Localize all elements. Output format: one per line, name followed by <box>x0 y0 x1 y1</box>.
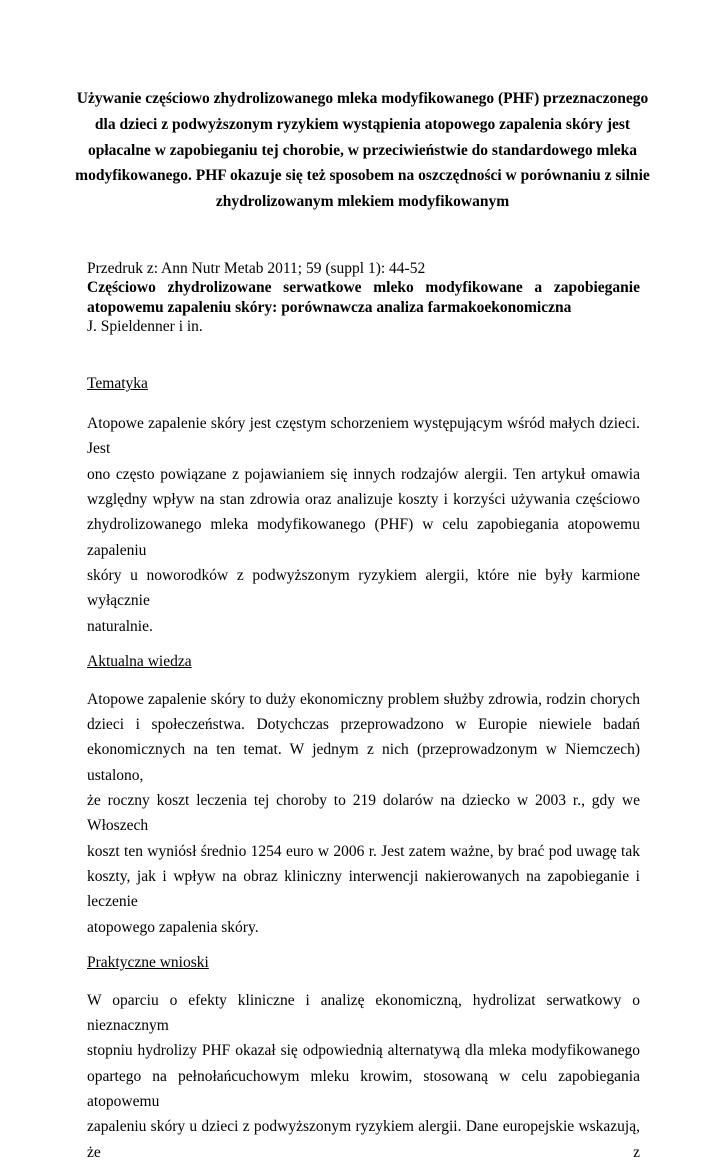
paragraph-line: W oparciu o efekty kliniczne i analizę ekonomiczną, hydrolizat serwatkowy o nieznacznym <box>87 991 640 1035</box>
paragraph-line: że roczny koszt leczenia tej choroby to 219 dolarów na dziecko w 2003 r., gdy we Włoszech <box>87 792 640 835</box>
reference-block <box>87 259 640 336</box>
paragraph-line: ono często powiązane z pojawianiem się innych rodzajów alergii. Ten artykuł omawia <box>87 465 640 483</box>
title-line: opłacalne w zapobieganiu tej chorobie, w przeciwieństwie do standardowego mleka <box>87 141 638 159</box>
paragraph-line: skóry u noworodków z podwyższonym ryzykiem alergii, które nie były karmione wyłącznie <box>87 566 640 610</box>
paragraph-line: koszt ten wyniósł średnio 1254 euro w 2006 r. Jest zatem ważne, by brać pod uwagę tak <box>87 842 640 860</box>
title-line: modyfikowanego. PHF okazuje się też sposobem na oszczędności w porównaniu z silnie <box>75 167 650 185</box>
reference-authors: J. Spieldenner i in. <box>87 317 203 335</box>
article-title-line: Częściowo zhydrolizowane serwatkowe mleko modyfikowane a zapobieganie <box>87 279 640 297</box>
paragraph-line: Atopowe zapalenie skóry to duży ekonomiczny problem służby zdrowia, rodzin chorych <box>87 690 640 708</box>
paragraph-line: zhydrolizowanego mleka modyfikowanego (PHF) w celu zapobiegania atopowemu zapaleniu <box>87 516 640 559</box>
section-paragraph <box>87 687 640 940</box>
paragraph-line: dzieci i społeczeństwa. Dotychczas przeprowadzono w Europie niewiele badań <box>87 716 640 734</box>
paragraph-line: atopowego zapalenia skóry. <box>87 918 259 936</box>
section-heading: Praktyczne wnioski <box>87 953 209 971</box>
paragraph-line: stopniu hydrolizy PHF okazał się odpowiednią alternatywą dla mleka modyfikowanego <box>87 1042 640 1060</box>
section-paragraph <box>87 411 640 639</box>
paragraph-line: względny wpływ na stan zdrowia oraz analizuje koszty i korzyści używania częściowo <box>87 491 640 509</box>
paragraph-line: zapaleniu skóry u dzieci z podwyższonym ryzykiem alergii. Dane europejskie wskazują, że z <box>87 1118 640 1161</box>
section-heading: Tematyka <box>87 375 148 393</box>
paragraph-line: ekonomicznych na ten temat. W jednym z nich (przeprowadzonym w Niemczech) ustalono, <box>87 741 640 784</box>
document-title <box>55 86 670 215</box>
title-line: zhydrolizowanym mlekiem modyfikowanym <box>215 193 510 211</box>
title-line: Używanie częściowo zhydrolizowanego mleka modyfikowanego (PHF) przeznaczonego <box>76 90 649 107</box>
title-line: dla dzieci z podwyższonym ryzykiem wystąpienia atopowego zapalenia skóry jest <box>94 115 631 133</box>
reference-source: Przedruk z: Ann Nutr Metab 2011; 59 (suppl 1): 44-52 <box>87 259 426 277</box>
section-heading: Aktualna wiedza <box>87 652 192 670</box>
article-title-line: atopowemu zapaleniu skóry: porównawcza analiza farmakoekonomiczna <box>87 298 572 316</box>
paragraph-line: koszty, jak i wpływ na obraz kliniczny interwencji nakierowanych na zapobieganie i leczenie <box>87 867 640 911</box>
paragraph-line: naturalnie. <box>87 617 153 635</box>
paragraph-line: Atopowe zapalenie skóry jest częstym schorzeniem występującym wśród małych dzieci. Jest <box>87 415 640 458</box>
section-paragraph <box>87 988 640 1165</box>
paragraph-line: opartego na pełnołańcuchowym mleku krowim, stosowaną w celu zapobiegania atopowemu <box>87 1067 640 1110</box>
